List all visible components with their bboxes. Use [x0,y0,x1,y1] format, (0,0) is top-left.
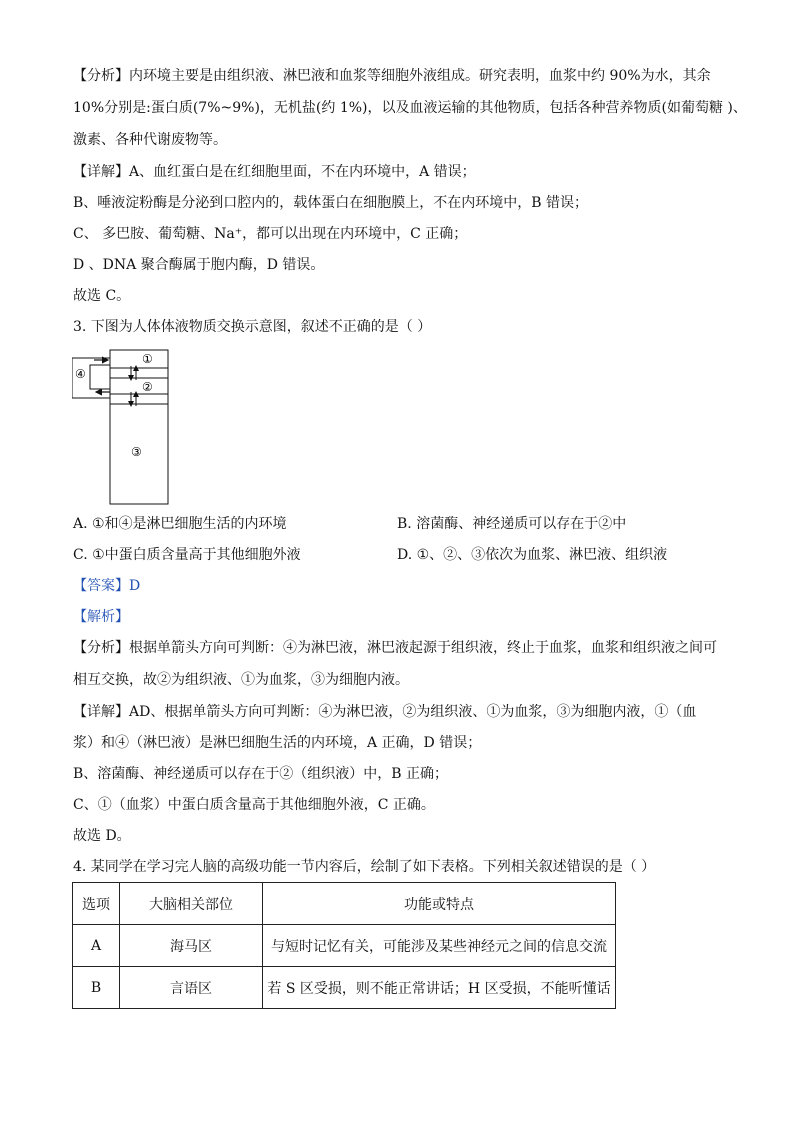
table-row [73,925,616,967]
label-four: ④ [75,367,86,381]
q3-detail-line-4: C、①（血浆）中蛋白质含量高于其他细胞外液，C 正确。 [73,797,435,813]
q2-conclusion: 故选 C。 [73,288,131,304]
table-cell: 与短时记忆有关，可能涉及某些神经元之间的信息交流 [263,925,616,967]
table-header-cell: 大脑相关部位 [120,883,263,925]
fluid-exchange-diagram [72,348,172,508]
q2-analysis-line-1: 【分析】内环境主要是由组织液、淋巴液和血浆等细胞外液组成。研究表明，血浆中约 90%为水，其余 [73,68,711,84]
table-cell: B [73,967,120,1009]
q4-stem: 4. 某同学在学习完人脑的高级功能一节内容后，绘制了如下表格。下列相关叙述错误的是（ ） [73,859,656,875]
q3-detail-line-1: 【详解】AD、根据单箭头方向可判断：④为淋巴液，②为组织液、①为血浆，③为细胞内液，①（血 [73,704,697,720]
q2-analysis-line-2: 10%分别是:蛋白质(7%~9%)，无机盐(约 1%)，以及血液运输的其他物质，包括各种营养物质(如葡萄糖 )、 [73,100,747,116]
table-cell: 若 S 区受损，则不能正常讲话；H 区受损，不能听懂话 [263,967,616,1009]
q2-detail-line-1: 【详解】A、血红蛋白是在红细胞里面，不在内环境中，A 错误； [73,164,476,180]
table-header-row [73,883,616,925]
q3-answer: 【答案】D [73,578,141,594]
q3-option-d: D. ①、②、③依次为血浆、淋巴液、组织液 [397,547,668,563]
q3-stem: 3. 下图为人体体液物质交换示意图，叙述不正确的是（ ） [73,319,432,335]
q3-explain-heading: 【解析】 [73,609,129,625]
table-header-cell: 选项 [73,883,120,925]
q3-option-a: A. ①和④是淋巴细胞生活的内环境 [73,516,287,532]
label-one: ① [142,352,153,366]
q3-option-b: B. 溶菌酶、神经递质可以存在于②中 [397,516,627,532]
table-header-cell: 功能或特点 [263,883,616,925]
brain-function-table [72,882,616,1009]
q3-analysis-line-1: 【分析】根据单箭头方向可判断：④为淋巴液，淋巴液起源于组织液，终止于血浆，血浆和组织液之间可 [73,640,717,656]
q3-option-c: C. ①中蛋白质含量高于其他细胞外液 [73,547,301,563]
table-cell: A [73,925,120,967]
table-cell: 言语区 [120,967,263,1009]
q2-analysis-line-3: 激素、各种代谢废物等。 [73,132,227,148]
label-two: ② [142,380,153,394]
q3-analysis-line-2: 相互交换，故②为组织液、①为血浆，③为细胞内液。 [73,672,409,688]
q3-detail-line-2: 浆）和④（淋巴液）是淋巴细胞生活的内环境，A 正确，D 错误； [73,735,482,751]
q2-detail-line-4: D 、DNA 聚合酶属于胞内酶，D 错误。 [73,257,325,273]
q3-detail-line-3: B、溶菌酶、神经递质可以存在于②（组织液）中，B 正确； [73,766,449,782]
q2-detail-line-3: C、 多巴胺、葡萄糖、Na⁺，都可以出现在内环境中，C 正确； [73,226,468,242]
table-cell: 海马区 [120,925,263,967]
q3-conclusion: 故选 D。 [73,828,131,844]
q2-detail-line-2: B、唾液淀粉酶是分泌到口腔内的，载体蛋白在细胞膜上，不在内环境中，B 错误； [73,195,589,211]
label-three: ③ [131,445,142,459]
table-row [73,967,616,1009]
